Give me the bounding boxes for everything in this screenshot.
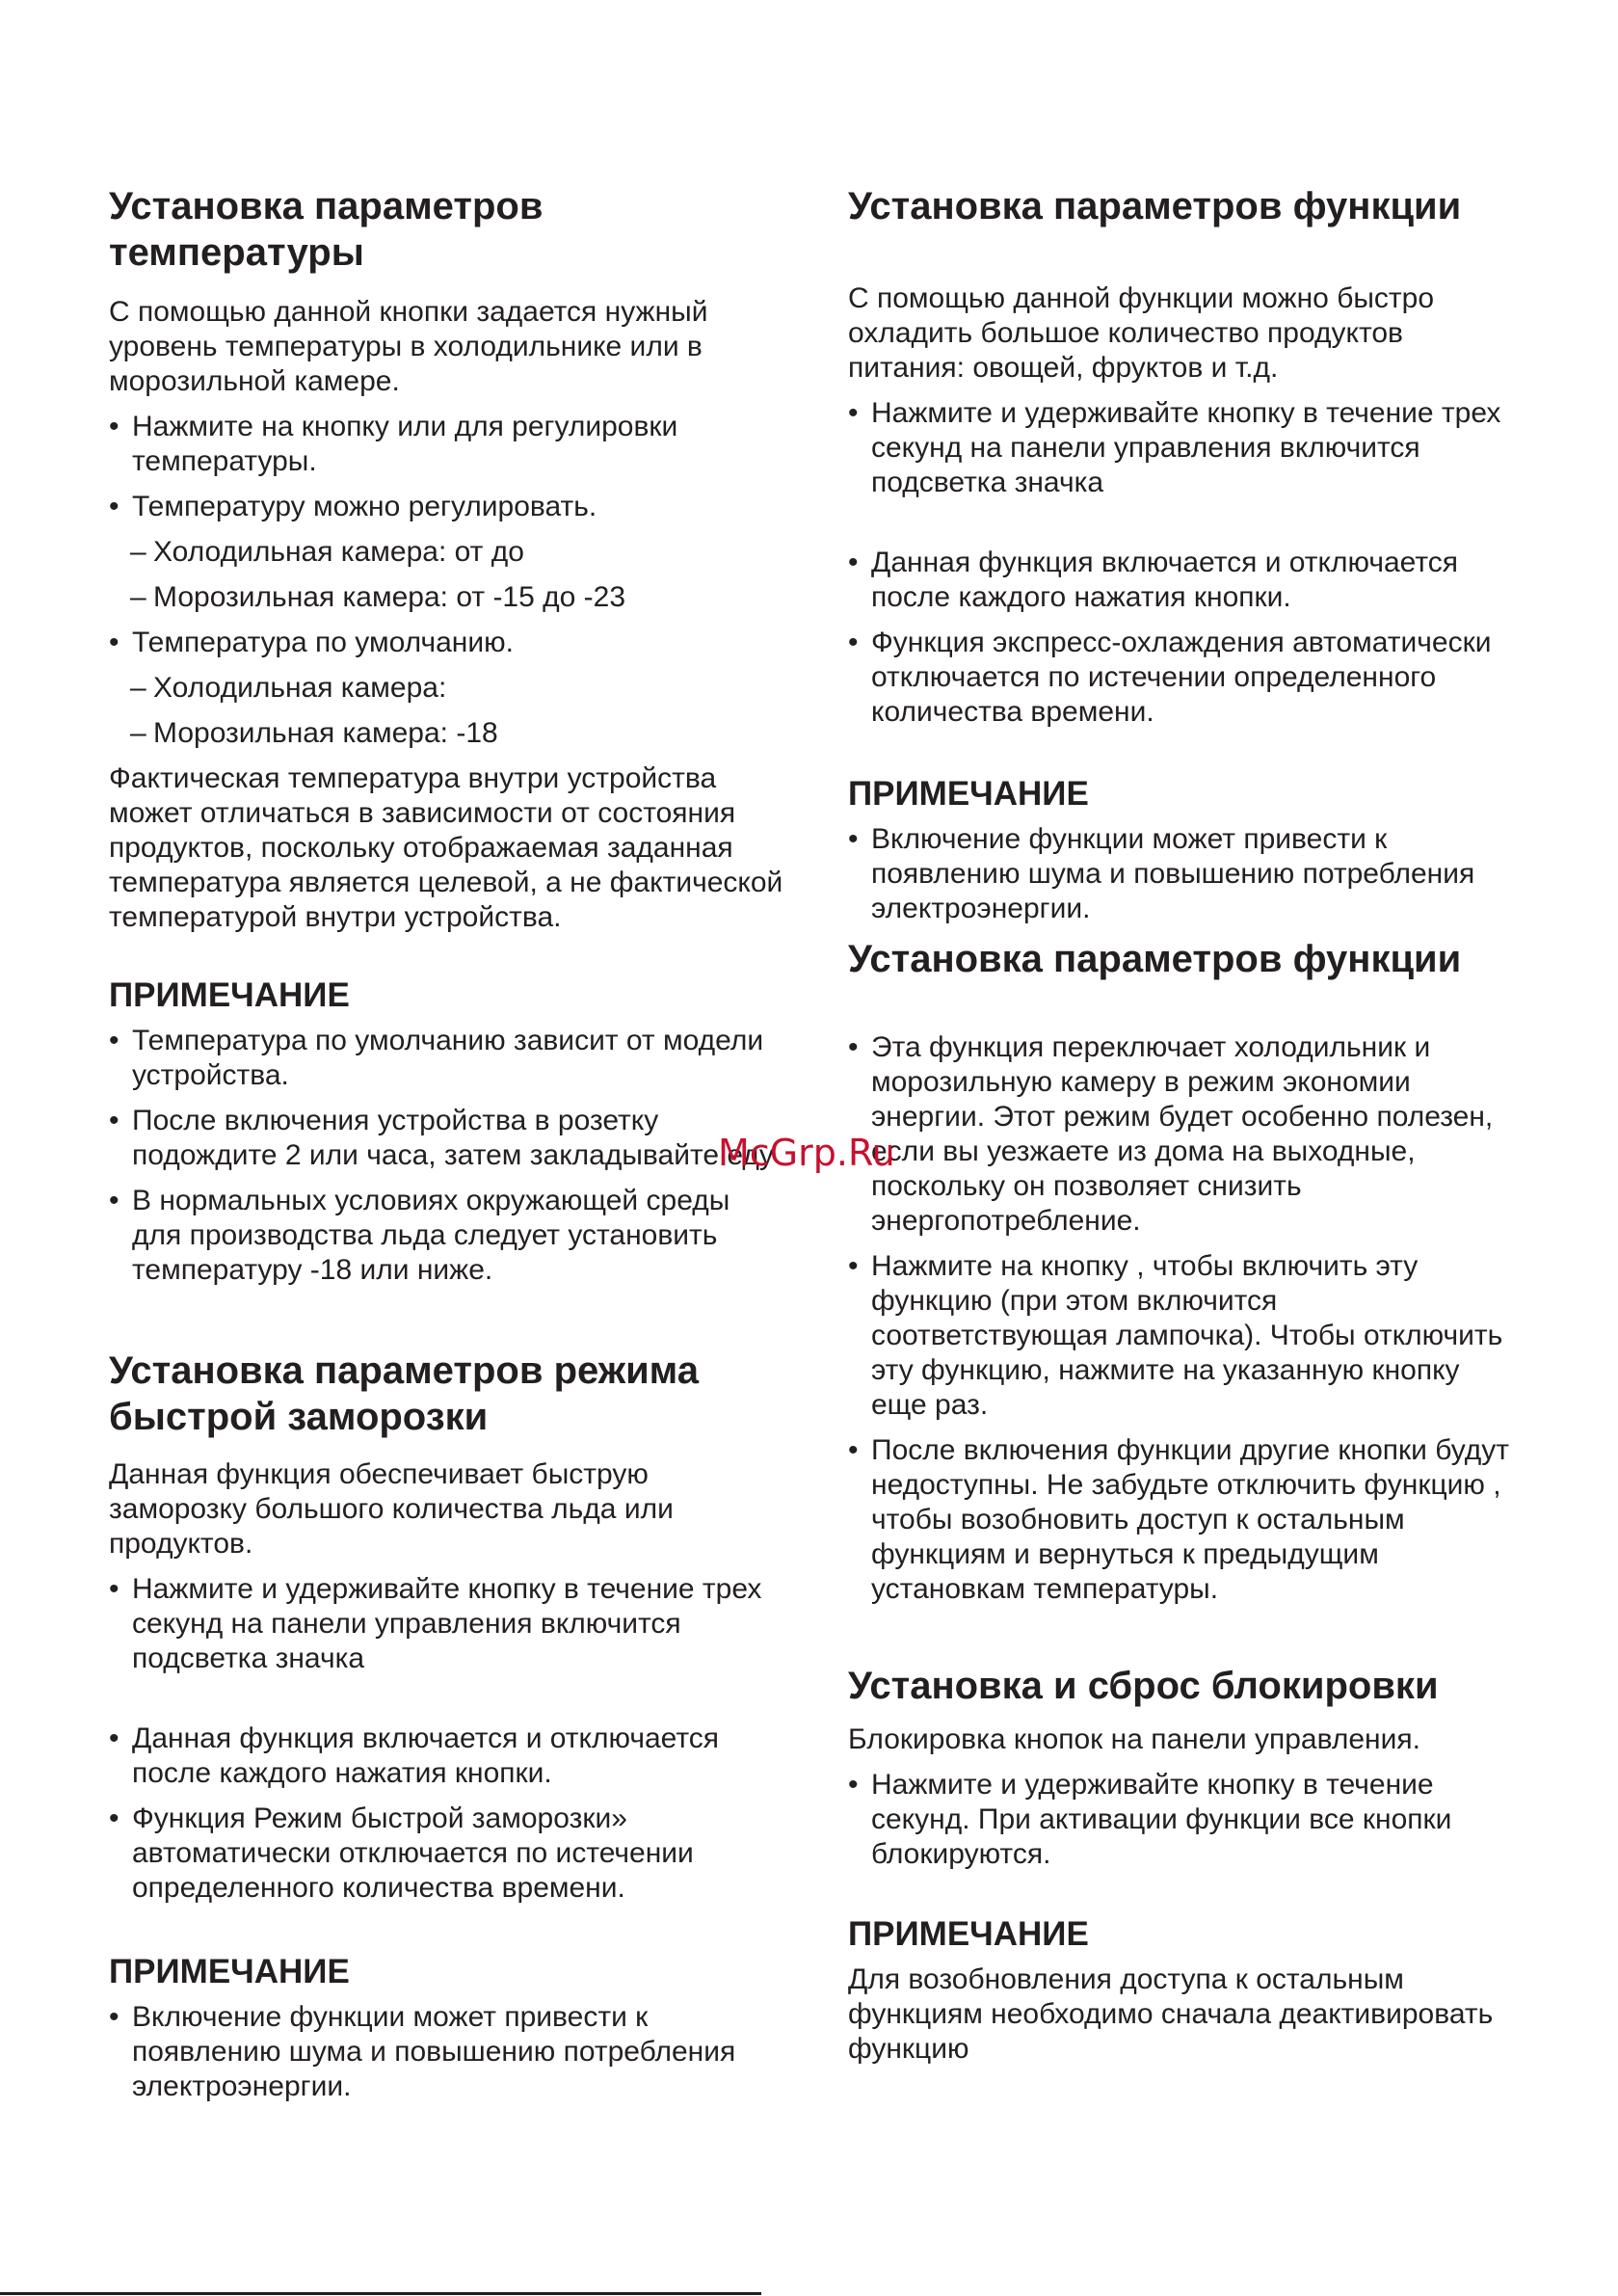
list-item: • Данная функция включается и отключается после каждого нажатия кнопки.	[109, 1722, 783, 1791]
temperature-paragraph: Фактическая температура внутри устройства может отличаться в зависимости от состояния продуктов, поскольку отображаемая заданная температура является целевой, а не фактической температурой внутри устройства.	[109, 762, 783, 933]
list-item: • Эта функция переключает холодильник и морозильную камеру в режим экономии энергии. Этот режим будет особенно полезен, если вы уезжаете из дома на выходные, поскольку он позволяет снизить энергопотребление.	[848, 1030, 1513, 1239]
list-item: • Нажмите и удерживайте кнопку в течение секунд. При активации функции все кнопки блокируются.	[848, 1768, 1513, 1872]
lock-intro: Блокировка кнопок на панели управления.	[848, 1723, 1420, 1755]
list-item: • Температуру можно регулировать.	[109, 490, 783, 524]
section-title-lock: Установка и сброс блокировки	[848, 1665, 1439, 1707]
note-list	[109, 2000, 783, 2104]
note-title: ПРИМЕЧАНИЕ	[109, 976, 350, 1014]
note-list	[109, 1024, 783, 1288]
lock-list	[848, 1768, 1513, 1872]
list-item: • Температура по умолчанию зависит от модели устройства.	[109, 1024, 783, 1093]
quick-freeze-intro: Данная функция обеспечивает быструю заморозку большого количества льда или продуктов.	[109, 1458, 674, 1560]
list-item: • Включение функции может привести к появлению шума и повышению потребления электроэнергии.	[109, 2000, 783, 2104]
list-item: • Данная функция включается и отключается после каждого нажатия кнопки.	[848, 546, 1513, 615]
list-item: • Функция экспресс-охлаждения автоматически отключается по истечении определенного количества времени.	[848, 626, 1513, 730]
list-item: • Нажмите на кнопку , чтобы включить эту функцию (при этом включится соответствующая лампочка). Чтобы отключить эту функцию, нажмите на указанную кнопку еще раз.	[848, 1249, 1513, 1423]
list-item: • После включения функции другие кнопки будут недоступны. Не забудьте отключить функцию , чтобы возобновить доступ к остальным функциям и вернуться к предыдущим установкам температуры.	[848, 1433, 1513, 1607]
list-item: • Включение функции может привести к появлению шума и повышению потребления электроэнергии.	[848, 822, 1513, 926]
note-list	[848, 822, 1513, 926]
function-eco-list	[848, 1030, 1513, 1607]
temperature-list	[109, 410, 783, 751]
list-item: – Морозильная камера: -18	[109, 716, 783, 751]
list-item: • Нажмите на кнопку или для регулировки температуры.	[109, 410, 783, 479]
list-item: – Морозильная камера: от -15 до -23	[109, 580, 783, 615]
note-paragraph: Для возобновления доступа к остальным функциям необходимо сначала деактивировать функцию	[848, 1963, 1494, 2065]
list-item: • Функция Режим быстрой заморозки» автоматически отключается по истечении определенного количества времени.	[109, 1802, 783, 1906]
function-list	[848, 396, 1513, 730]
note-title: ПРИМЕЧАНИЕ	[848, 775, 1089, 813]
section-title-function: Установка параметров функции	[848, 185, 1462, 227]
list-item: • После включения устройства в розетку подождите 2 или часа, затем закладывайте еду	[109, 1104, 783, 1173]
note-title: ПРИМЕЧАНИЕ	[848, 1915, 1089, 1953]
note-title: ПРИМЕЧАНИЕ	[109, 1953, 350, 1990]
list-item: • Нажмите и удерживайте кнопку в течение трех секунд на панели управления включится подсветка значка	[848, 396, 1513, 500]
watermark: McGrp.Ru	[718, 1132, 895, 1174]
left-column	[109, 183, 783, 2104]
right-column	[848, 183, 1513, 2067]
footer-rule	[0, 2292, 761, 2295]
list-item: • В нормальных условиях окружающей среды для производства льда следует установить температуру -18 или ниже.	[109, 1184, 783, 1288]
list-item: – Холодильная камера: от до	[109, 535, 783, 570]
temperature-intro: С помощью данной кнопки задается нужный уровень температуры в холодильнике или в морозильной камере.	[109, 296, 708, 397]
function-intro: С помощью данной функции можно быстро охладить большое количество продуктов питания: овощей, фруктов и т.д.	[848, 282, 1435, 384]
list-item: • Температура по умолчанию.	[109, 626, 783, 660]
section-title-function-eco: Установка параметров функции	[848, 938, 1462, 980]
quick-freeze-list	[109, 1572, 783, 1906]
list-item: – Холодильная камера:	[109, 671, 783, 706]
list-item: • Нажмите и удерживайте кнопку в течение трех секунд на панели управления включится подсветка значка	[109, 1572, 783, 1676]
section-title-quick-freeze: Установка параметров режима быстрой заморозки	[109, 1349, 699, 1438]
section-title-temperature: Установка параметров температуры	[109, 185, 544, 274]
